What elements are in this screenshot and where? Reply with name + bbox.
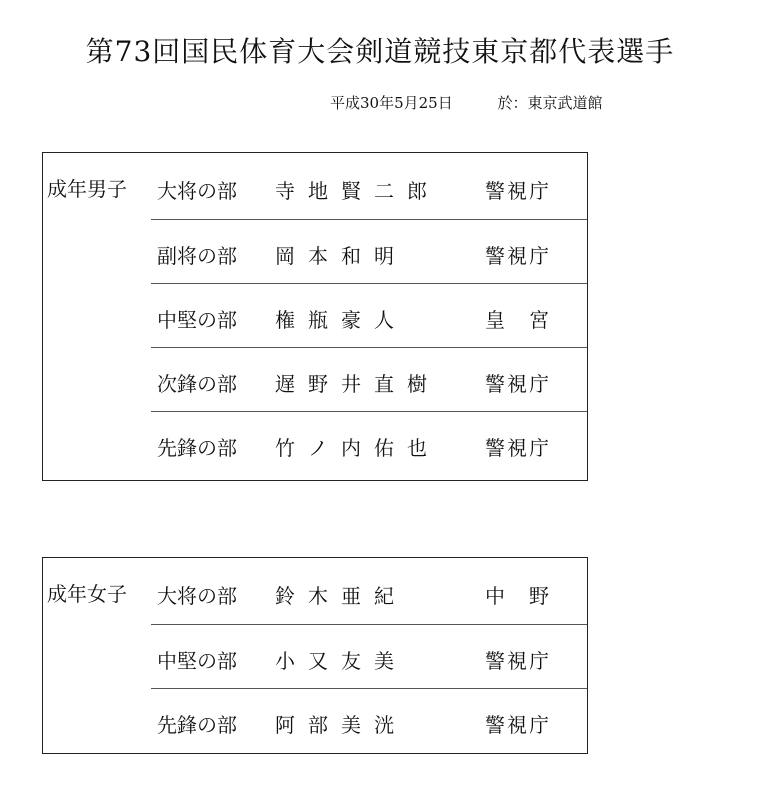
player-name: 鈴木亜紀 bbox=[275, 584, 407, 608]
affiliation: 警視庁 bbox=[485, 372, 551, 396]
venue: 於：東京武道館 bbox=[497, 94, 603, 112]
player-name: 遅野井直樹 bbox=[275, 372, 440, 396]
division-label: 中堅の部 bbox=[157, 649, 237, 673]
men-roster-box bbox=[42, 152, 588, 481]
affiliation: 中 野 bbox=[485, 584, 551, 608]
division-label: 先鋒の部 bbox=[157, 713, 237, 737]
player-name: 寺地賢二郎 bbox=[275, 179, 440, 203]
player-name: 竹ノ内佑也 bbox=[275, 436, 440, 460]
women-roster-box bbox=[42, 557, 588, 754]
division-label: 中堅の部 bbox=[157, 308, 237, 332]
table-row bbox=[151, 347, 587, 412]
table-row bbox=[151, 624, 587, 689]
division-label: 次鋒の部 bbox=[157, 372, 237, 396]
table-row bbox=[151, 219, 587, 284]
player-name: 権瓶豪人 bbox=[275, 308, 407, 332]
document-title: 第73回国民体育大会剣道競技東京都代表選手 bbox=[85, 35, 675, 68]
player-name: 小又友美 bbox=[275, 649, 407, 673]
player-name: 阿部美洸 bbox=[275, 713, 407, 737]
division-label: 先鋒の部 bbox=[157, 436, 237, 460]
table-row bbox=[151, 560, 587, 624]
affiliation: 警視庁 bbox=[485, 244, 551, 268]
player-name: 岡本和明 bbox=[275, 244, 407, 268]
date-venue-line bbox=[330, 92, 603, 113]
affiliation: 警視庁 bbox=[485, 649, 551, 673]
affiliation: 警視庁 bbox=[485, 713, 551, 737]
table-row bbox=[151, 688, 587, 753]
date: 平成30年5月25日 bbox=[330, 94, 453, 112]
affiliation: 皇 宮 bbox=[485, 308, 551, 332]
table-row bbox=[151, 283, 587, 348]
affiliation: 警視庁 bbox=[485, 436, 551, 460]
division-label: 大将の部 bbox=[157, 584, 237, 608]
table-row bbox=[151, 411, 587, 476]
division-label: 副将の部 bbox=[157, 244, 237, 268]
division-label: 大将の部 bbox=[157, 179, 237, 203]
table-row bbox=[151, 155, 587, 219]
men-category-label: 成年男子 bbox=[47, 177, 127, 201]
affiliation: 警視庁 bbox=[485, 179, 551, 203]
women-category-label: 成年女子 bbox=[47, 582, 127, 606]
